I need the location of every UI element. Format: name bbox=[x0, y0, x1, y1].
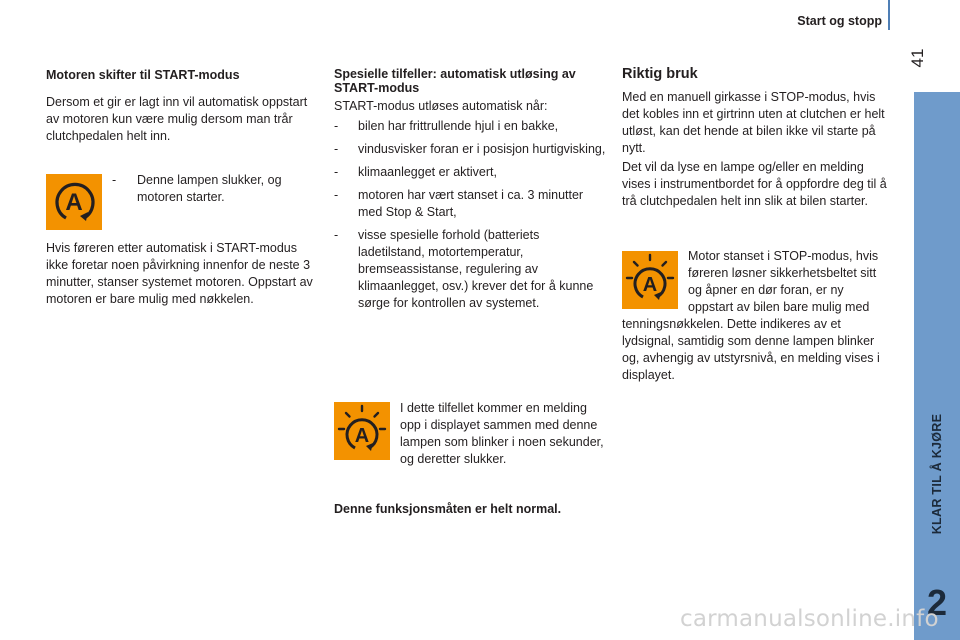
list-item: - visse spesielle forhold (batteriets ladetilstand, motortemperatur, bremseassistanse, regulering av klimaanlegget, osv.) krever det for å kunne sørge for kontrollen av systemet. bbox=[334, 227, 609, 312]
lamp-float-spacer bbox=[622, 248, 688, 312]
list-item: - klimaanlegget er aktivert, bbox=[334, 164, 609, 181]
right-para1: Med en manuell girkasse i STOP-modus, hvis det kobles inn et girtrinn uten at clutchen er helt utløst, kan det hende at bilen ikke vil starte på nytt. bbox=[622, 90, 885, 155]
running-header-title: Start og stopp bbox=[797, 14, 882, 28]
middle-intro: START-modus utløses automatisk når: bbox=[334, 99, 548, 113]
right-lamp-note bbox=[622, 248, 890, 384]
middle-footer: Denne funksjonsmåten er helt normal. bbox=[334, 502, 562, 516]
left-heading: Motoren skifter til START-modus bbox=[46, 68, 240, 82]
auto-start-lamp-icon bbox=[46, 174, 102, 230]
left-lamp-note: Denne lampen slukker, og motoren starter. bbox=[137, 173, 282, 204]
svg-text:A: A bbox=[354, 425, 370, 447]
lamp-note-dash: - bbox=[112, 173, 117, 187]
header-rule bbox=[888, 0, 890, 30]
page-number-text: 41 bbox=[908, 48, 927, 68]
trigger-list bbox=[334, 118, 609, 318]
auto-start-flashing-lamp-icon bbox=[334, 402, 390, 460]
list-item: - motoren har vært stanset i ca. 3 minutter med Stop & Start, bbox=[334, 187, 609, 221]
chapter-sidebar bbox=[914, 92, 960, 640]
chapter-number: 2 bbox=[926, 582, 948, 623]
right-para2: Det vil da lyse en lampe og/eller en melding vises i instrumentbordet for å oppfordre deg til å trå clutchpedalen helt inn slik at bilen starter. bbox=[622, 160, 887, 208]
left-intro: Dersom et gir er lagt inn vil automatisk oppstart av motoren kun være mulig dersom man trår clutchpedalen helt inn. bbox=[46, 95, 308, 143]
svg-text:A: A bbox=[65, 189, 83, 216]
left-outro: Hvis føreren etter automatisk i START-modus ikke foretar noen påvirkning innenfor de neste 3 minutter, stanser systemet motoren. Oppstart av motoren er bare mulig med nøkkelen. bbox=[46, 241, 313, 306]
list-item: - bilen har frittrullende hjul i en bakke, bbox=[334, 118, 609, 135]
list-item: - vindusvisker foran er i posisjon hurtigvisking, bbox=[334, 141, 609, 158]
right-heading: Riktig bruk bbox=[622, 66, 698, 82]
svg-text:A: A bbox=[642, 274, 658, 296]
watermark: carmanualsonline.info bbox=[680, 606, 939, 632]
middle-heading: Spesielle tilfeller: automatisk utløsing av START-modus bbox=[334, 67, 576, 95]
right-lamp-note-text: Motor stanset i STOP-modus, hvis føreren løsner sikkerhetsbeltet sitt og åpner en dør foran, er ny oppstart av bilen bare mulig med tenningsnøkkelen. Dette indikeres av et lydsignal, samtidig som denne lampen blinker og, avhengig av utstyrsnivå, en melding vises i displayet. bbox=[622, 249, 880, 382]
middle-lamp-note: I dette tilfellet kommer en melding opp i displayet sammen med denne lampen som blinker i noen sekunder, og deretter slukker. bbox=[400, 401, 604, 466]
page-number bbox=[906, 38, 930, 78]
chapter-label: KLAR TIL Å KJØRE bbox=[930, 413, 944, 535]
